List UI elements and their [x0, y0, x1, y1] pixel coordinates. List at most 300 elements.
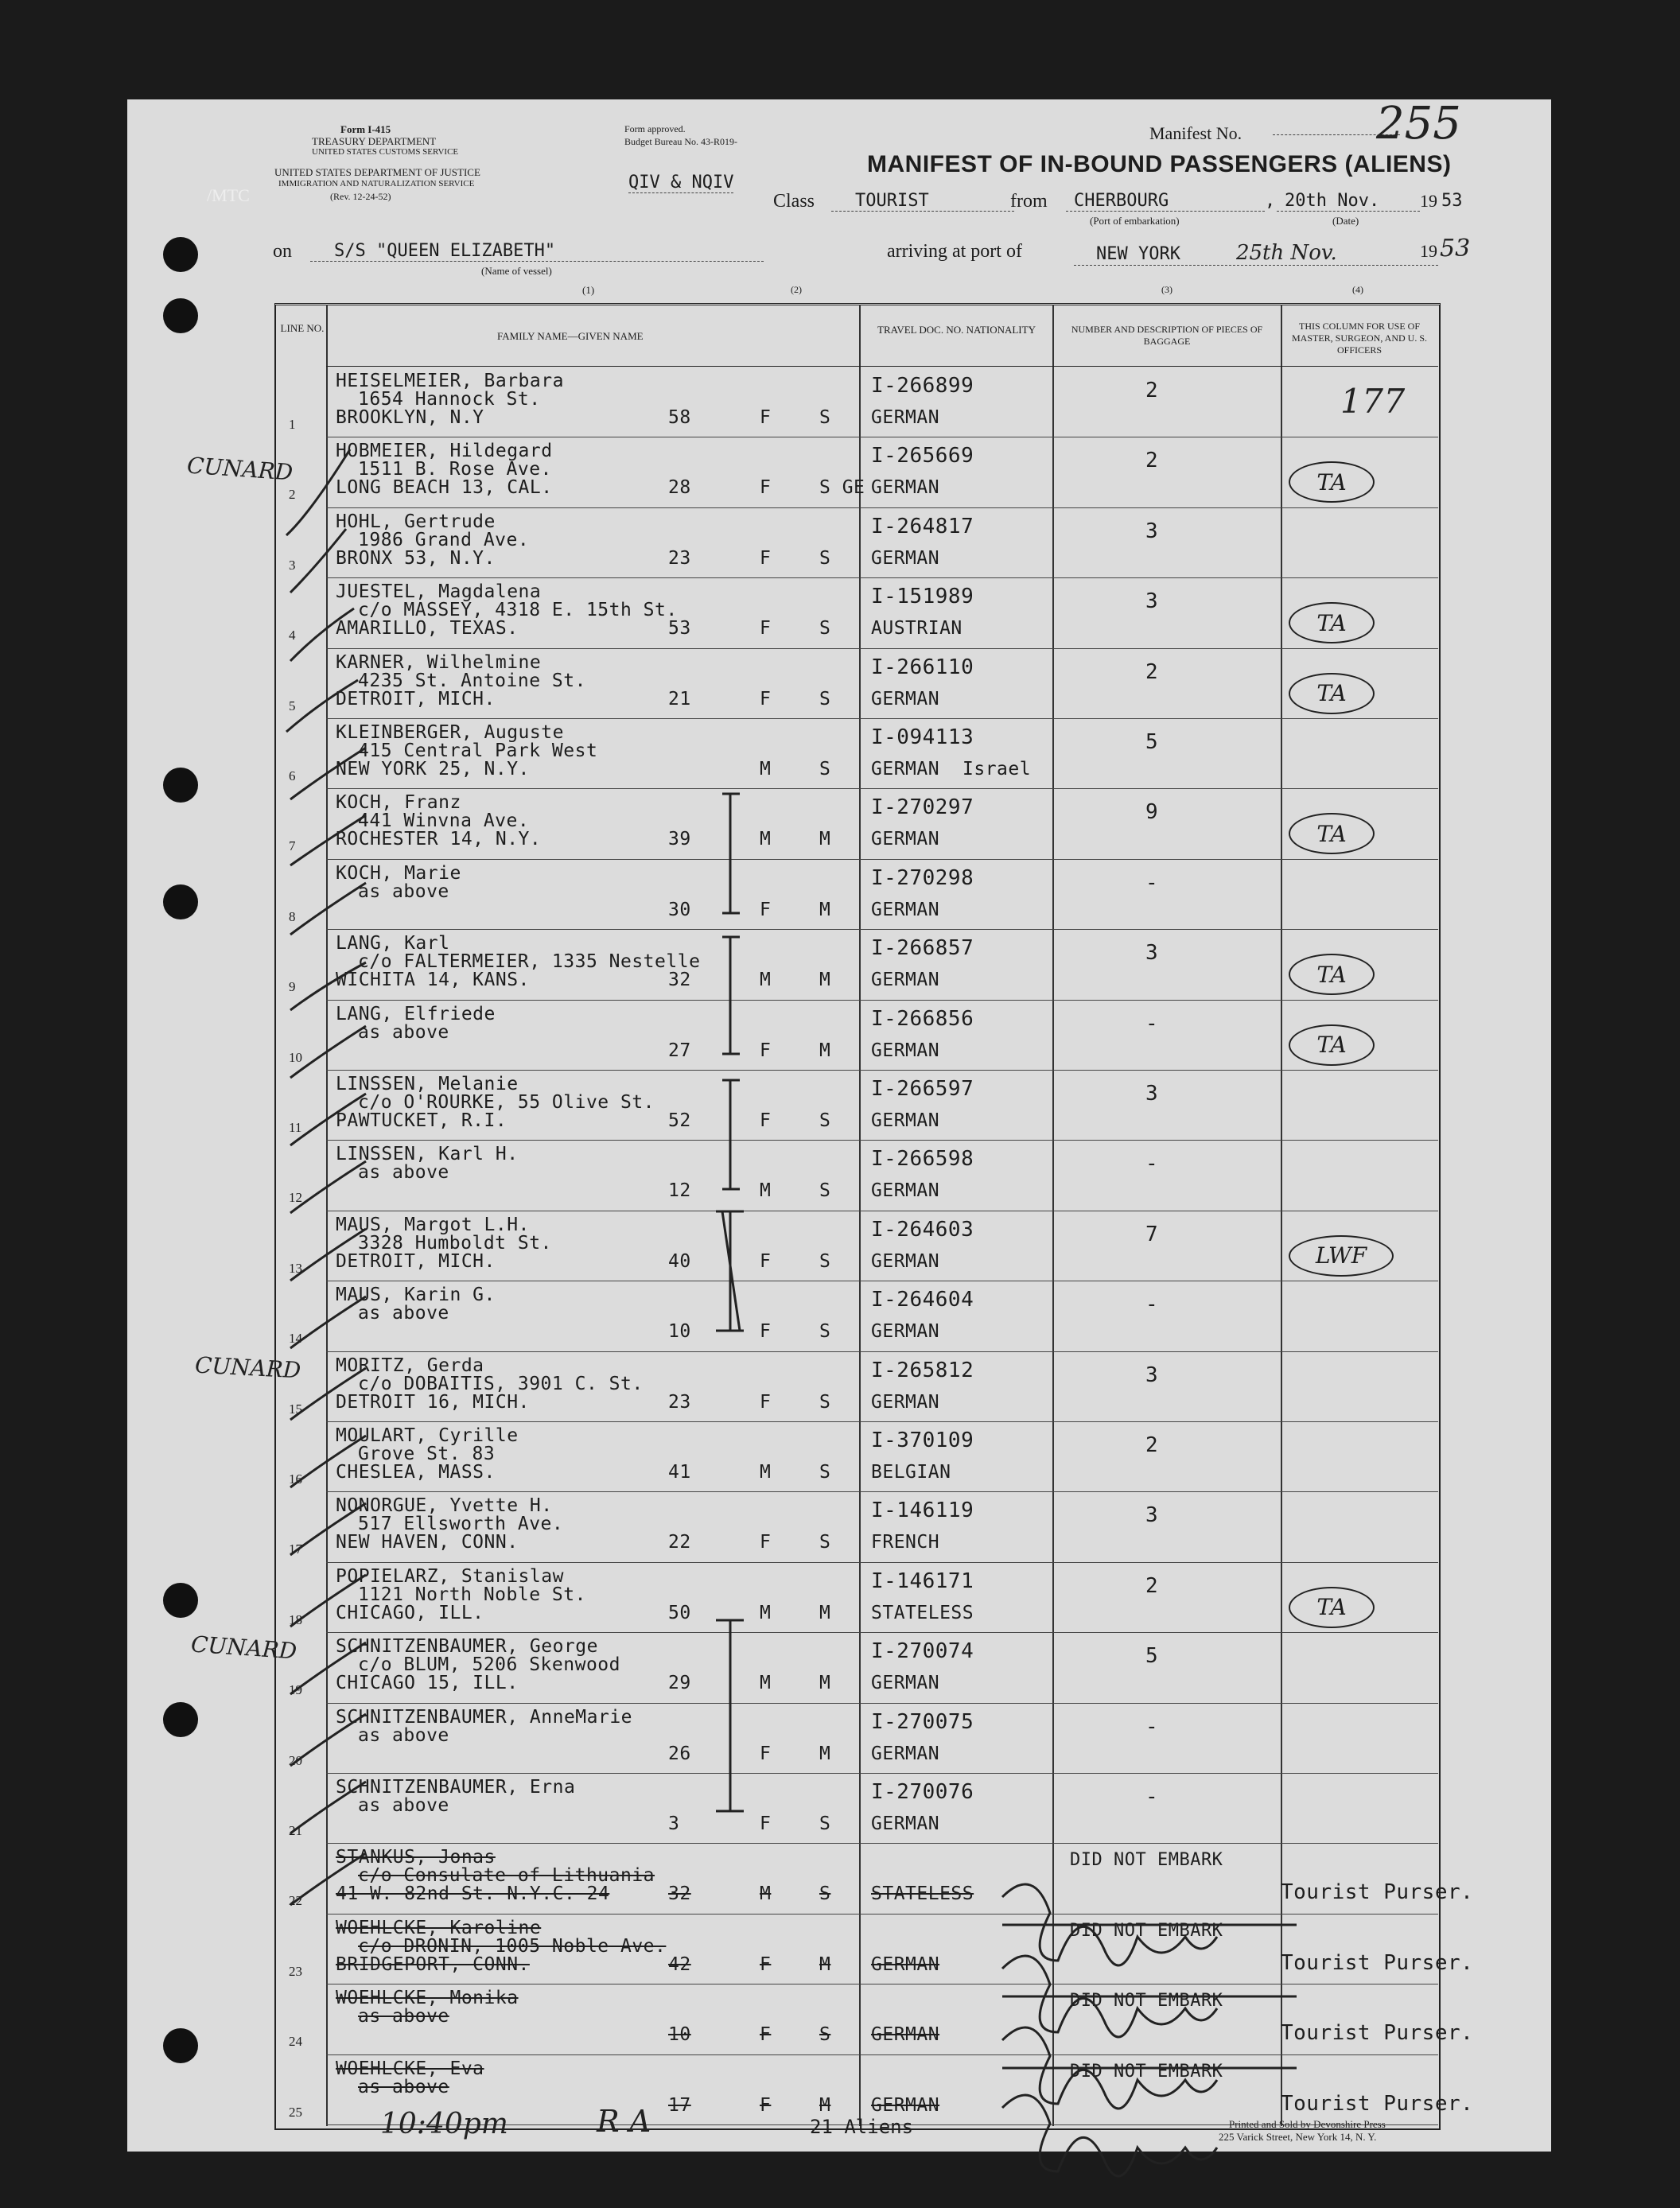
marital-status: S GE: [819, 477, 865, 499]
passenger-address: c/o O'ROURKE, 55 Olive St.: [358, 1092, 655, 1113]
on-label: on: [273, 241, 292, 262]
marital-status: M: [819, 1953, 831, 1975]
passenger-sex: F: [760, 1532, 772, 1553]
passenger-sex: M: [760, 759, 772, 779]
col-num-4: (4): [1352, 284, 1363, 295]
nationality: GERMAN: [871, 1180, 940, 1202]
passenger-city: LONG BEACH 13, CAL.: [336, 477, 553, 499]
passenger-sex: M: [760, 1462, 772, 1483]
passenger-name: HOHL, Gertrude: [336, 511, 496, 532]
departure-date: 20th Nov.: [1277, 191, 1420, 212]
passenger-sex: F: [760, 1110, 772, 1131]
passenger-city: CHICAGO, ILL.: [336, 1602, 484, 1623]
passenger-age: 12: [668, 1180, 691, 1202]
travel-doc-no: I-270075: [871, 1709, 974, 1734]
form-number: Form I-415: [340, 123, 391, 135]
embark-status: DID NOT EMBARK: [1070, 1920, 1223, 1941]
passenger-age: 58: [668, 407, 691, 428]
passenger-name: WOEHLCKE, Monika: [336, 1988, 519, 2009]
line-number: 5: [289, 698, 296, 713]
margin-note-cunard: CUNARD: [190, 1631, 298, 1665]
passenger-address: 1654 Hannock St.: [358, 389, 541, 410]
passenger-address: 1511 B. Rose Ave.: [358, 459, 552, 480]
nationality: GERMAN: [871, 970, 940, 991]
treasury-dept: TREASURY DEPARTMENT: [312, 135, 437, 147]
marital-status: S: [819, 407, 831, 428]
line-number: 18: [289, 1611, 302, 1627]
marital-status: M: [819, 1040, 831, 1061]
marital-status: S: [819, 1462, 831, 1483]
line-number: 25: [289, 2104, 302, 2120]
passenger-sex: M: [760, 1180, 772, 1202]
nationality: GERMAN: [871, 688, 940, 709]
line-number: 21: [289, 1823, 302, 1838]
passenger-city: PAWTUCKET, R.I.: [336, 1110, 508, 1131]
passenger-city: ROCHESTER 14, N.Y.: [336, 829, 542, 850]
passenger-sex: F: [760, 899, 772, 920]
line-number: 13: [289, 1260, 302, 1276]
passenger-name: MAUS, Karin G.: [336, 1285, 496, 1306]
passenger-age: 42: [668, 1953, 691, 1975]
nationality: GERMAN: [871, 1953, 940, 1975]
marital-status: M: [819, 829, 831, 850]
arrival-year-prefix: 19: [1420, 241, 1437, 261]
official-note-circled: TA: [1289, 954, 1375, 995]
passenger-address: as above: [358, 2006, 449, 2027]
binder-hole: [163, 1583, 198, 1618]
official-note-circled: TA: [1289, 813, 1375, 854]
passenger-city: CHESLEA, MASS.: [336, 1462, 496, 1483]
passenger-city: BROOKLYN, N.Y: [336, 407, 484, 428]
passenger-name: SCHNITZENBAUMER, AnneMarie: [336, 1706, 633, 1728]
line-number: 20: [289, 1752, 302, 1768]
line-number: 11: [289, 1120, 302, 1135]
line-number: 22: [289, 1893, 302, 1909]
travel-doc-no: I-264817: [871, 514, 974, 538]
line-number: 3: [289, 557, 296, 573]
passenger-address: c/o Consulate of Lithuania: [358, 1865, 655, 1887]
passenger-address: 4235 St. Antoine St.: [358, 670, 586, 691]
passenger-name: WOEHLCKE, Karoline: [336, 1917, 542, 1938]
nationality: STATELESS: [871, 1602, 974, 1623]
passenger-age: 10: [668, 2024, 691, 2046]
manifest-sheet: Form I-415 TREASURY DEPARTMENT UNITED STATES CUSTOMS SERVICE UNITED STATES DEPARTMENT OF JUSTICE IMMIGRATION AND NATURALIZATION SERVICE (Rev. 12-24-52) Form approved. Budget Bureau No. 43-R019- QIV & NQIV MANIFEST OF IN-BOUND PASSENGERS (ALIENS) Manifest No. 255 /MTC Class TOURIST from CHERBOURG (Port of embarkation) , 20th Nov. (Date) 19 53 on S/S "QUEEN ELIZABETH" (Name of vessel) (1) arriving at port of NEW YORK 25th Nov. 19 53 LINE NO. FAMILY NAME—GIVEN NAME TRAVEL DOC. NO. NATIONALITY (2) NUMBER AND DESCRIPTION OF PIECES OF BAGGAGE (3) THIS COLUMN FOR USE OF MASTER, SURGEON, AND U. S. OFFICERS (4) 1 HEISELMEIER, Barbara 1654 Hannock St. BROOKLYN, N.Y 58 F S I-266899 GERMAN 2 177 2 HOBMEIER, Hildegard 1511 B. Rose Ave. LONG BEACH 13, CAL. 28 F S GE I-265669 GERMAN 2 TA 3 HOHL, Gertrude 1986 Grand Ave. BRONX 53, N.Y. 23 F S I-264817 GERMAN 3 4 JUESTEL, Magdalena c/o MASSEY, 4318 E. 15th St. AMARILLO, TEXAS. 53 F S I-151989 AUSTRIAN 3 TA 5 KARNER, Wilhelmine 4235 St. Antoine St. DETROIT, MICH. 21 F S I-266110 GERMAN 2 TA 6 KLEINBERGER, Auguste 415 Central Park West NEW YORK 25, N.Y. M S I-094113 GERMAN Israel 5 7 KOCH, Franz 441 Winvna Ave. ROCHESTER 14, N.Y. 39 M M I-270297 GERMAN 9 TA 8 KOCH, Marie as above 30 F M I-270298 GERMAN - 9 LANG, Karl c/o FALTERMEIER, 1335 Nestelle WICHITA 14, KANS. 32 M M I-266857 GERMAN 3 TA 10 LANG, Elfriede as above 27 F M I-266856 GERMAN - TA 11 LINSSEN, Melanie c/o O'ROURKE, 55 Olive St. PAWTUCKET, R.I. 52 F S I-266597 GERMAN 3 12 LINSSEN, Karl H. as above 12 M S I-266598 GERMAN - 13 MAUS, Margot L.H. 3328 Humboldt St. DETROIT, MICH. 40 F S I-264603 GERMAN 7 LWF 14 MAUS, Karin G. as above 10 F S I-264604 GERMAN - 15 MORITZ, Gerda c/o DOBAITIS, 3901 C. St. DETROIT 16, MICH. 23 F S I-265812 GERMAN 3 16 MOULART, Cyrille Grove St. 83 CHESLEA, MASS. 41 M S I-370109 BELGIAN 2 17 NONORGUE, Yvette H. 517 Ellsworth Ave. NEW HAVEN, CONN. 22 F S I-146119 FRENCH 3 18 POPIELARZ, Stanislaw 1121 North Noble St. CHICAGO, ILL. 50 M M I-146171 STATELESS 2 TA 19 SCHNITZENBAUMER, George c/o BLUM, 5206 Skenwood CHICAGO 15, ILL. 29 M M I-270074 GERMAN 5 20 SCHNITZENBAUMER, AnneMarie as above 26 F M I-270075 GERMAN - 21 SCHNITZENBAUMER, Erna as above 3 F S I-270076 GERMAN - 22 STANKUS, Jonas c/o Consulate of Lithuania 41 W. 82nd St. N.Y.C. 24 32 M S STATELESS DID NOT EMBARK Tourist Purser. 23 WOEHLCKE, Karoline c/o DRONIN, 1005 Noble Ave. BRIDGEPORT, CONN. 42 F M GERMAN DID NOT EMBARK Tourist Purser. 24 WOEHLCKE, Monika as above 10 F S GERMAN DID NOT EMBARK Tourist Purser. 25 WOEHLCKE, Eva as above 17 F M GERMAN DID NOT EMBARK Tourist Purser. CUNARD CUNARD CUNARD 10:40pm R A 21 Aliens Printed and Sold by Devonshire Press 225 Varick Street, New York 14, N. Y.: [127, 99, 1551, 2152]
passenger-age: 17: [668, 2094, 691, 2116]
passenger-age: 10: [668, 1321, 691, 1343]
binder-hole: [163, 237, 198, 272]
binder-hole: [163, 884, 198, 919]
passenger-sex: M: [760, 1602, 772, 1623]
passenger-sex: F: [760, 2024, 772, 2046]
travel-doc-no: I-270298: [871, 865, 974, 890]
passenger-city: BRONX 53, N.Y.: [336, 547, 496, 569]
margin-note-cunard: CUNARD: [186, 452, 294, 486]
passenger-address: c/o DRONIN, 1005 Noble Ave.: [358, 1935, 667, 1957]
nationality: GERMAN: [871, 1110, 940, 1131]
embark-status: DID NOT EMBARK: [1070, 1991, 1223, 2012]
passenger-age: 40: [668, 1250, 691, 1272]
baggage-count: 3: [1145, 589, 1159, 614]
margin-note-cunard: CUNARD: [194, 1351, 302, 1384]
baggage-count: 3: [1145, 1082, 1159, 1106]
travel-doc-no: I-265669: [871, 444, 974, 468]
passenger-name: WOEHLCKE, Eva: [336, 2058, 484, 2079]
form-approved: Form approved.: [624, 123, 686, 134]
passenger-age: 52: [668, 1110, 691, 1131]
embark-status: DID NOT EMBARK: [1070, 1850, 1223, 1871]
passenger-sex: F: [760, 1953, 772, 1975]
travel-doc-no: I-266597: [871, 1077, 974, 1101]
passenger-age: 32: [668, 1883, 691, 1905]
line-number: 23: [289, 1963, 302, 1979]
travel-doc-no: I-370109: [871, 1429, 974, 1452]
vessel-note: (Name of vessel): [481, 265, 552, 277]
line-number: 8: [289, 908, 296, 924]
official-note-circled: TA: [1289, 1587, 1375, 1628]
passenger-age: 41: [668, 1462, 691, 1483]
purser-note: Tourist Purser.: [1281, 1950, 1474, 1975]
passenger-city: BRIDGEPORT, CONN.: [336, 1953, 530, 1975]
passenger-city: DETROIT, MICH.: [336, 688, 496, 709]
passenger-sex: F: [760, 477, 772, 499]
baggage-count: 2: [1145, 1573, 1159, 1598]
passenger-age: 28: [668, 477, 691, 499]
travel-doc-no: I-270076: [871, 1780, 974, 1804]
passenger-name: SCHNITZENBAUMER, Erna: [336, 1777, 576, 1798]
passenger-address: as above: [358, 1162, 449, 1184]
col-name: FAMILY NAME—GIVEN NAME: [497, 330, 644, 342]
line-number: 19: [289, 1682, 302, 1698]
family-bracket: [722, 794, 740, 913]
passenger-sex: F: [760, 547, 772, 569]
line-number: 12: [289, 1190, 302, 1206]
col-baggage: NUMBER AND DESCRIPTION OF PIECES OF BAGGAGE: [1071, 324, 1263, 347]
travel-doc-no: I-270297: [871, 795, 974, 820]
official-note-circled: LWF: [1289, 1235, 1394, 1277]
departure-year: 53: [1441, 191, 1463, 211]
marital-status: M: [819, 1602, 831, 1623]
passenger-name: KOCH, Franz: [336, 792, 461, 814]
passenger-address: 441 Winvna Ave.: [358, 811, 530, 832]
passenger-city: NEW YORK 25, N.Y.: [336, 759, 530, 779]
travel-doc-no: I-146171: [871, 1569, 974, 1593]
baggage-count: -: [1145, 1152, 1159, 1176]
departure-year-prefix: 19: [1420, 191, 1437, 211]
passenger-city: DETROIT, MICH.: [336, 1250, 496, 1272]
class-label: Class: [773, 191, 815, 212]
travel-doc-no: I-264603: [871, 1217, 974, 1242]
nationality: GERMAN: [871, 2024, 940, 2046]
purser-note: Tourist Purser.: [1281, 2091, 1474, 2116]
line-number: 2: [289, 487, 296, 503]
col-official-use: THIS COLUMN FOR USE OF MASTER, SURGEON, AND U. S. OFFICERS: [1291, 321, 1428, 356]
marital-status: M: [819, 899, 831, 920]
binder-hole: [163, 2028, 198, 2063]
passenger-age: 27: [668, 1040, 691, 1061]
passenger-sex: F: [760, 1040, 772, 1061]
passenger-age: 30: [668, 899, 691, 920]
passenger-sex: F: [760, 1743, 772, 1764]
travel-doc-no: I-146119: [871, 1499, 974, 1523]
passenger-sex: F: [760, 407, 772, 428]
vessel-name: S/S "QUEEN ELIZABETH": [310, 241, 764, 262]
baggage-count: 5: [1145, 1644, 1159, 1669]
passenger-age: 39: [668, 829, 691, 850]
passenger-name: JUESTEL, Magdalena: [336, 581, 542, 603]
passenger-age: 22: [668, 1532, 691, 1553]
official-note-circled: TA: [1289, 602, 1375, 643]
passenger-city: CHICAGO 15, ILL.: [336, 1673, 519, 1694]
col-num-3: (3): [1161, 284, 1172, 295]
family-bracket: [722, 937, 740, 1054]
nationality: BELGIAN: [871, 1462, 951, 1483]
passenger-address: c/o DOBAITIS, 3901 C. St.: [358, 1373, 644, 1394]
passenger-city: WICHITA 14, KANS.: [336, 970, 530, 991]
purser-note: Tourist Purser.: [1281, 1880, 1474, 1905]
marital-status: S: [819, 688, 831, 709]
passenger-city: 41 W. 82nd St. N.Y.C. 24: [336, 1883, 610, 1905]
line-number: 1: [289, 417, 296, 432]
printer-line-2: 225 Varick Street, New York 14, N. Y.: [1219, 2131, 1377, 2143]
travel-doc-no: I-266598: [871, 1147, 974, 1172]
family-bracket: [722, 1211, 740, 1331]
official-note-circled: TA: [1289, 1024, 1375, 1066]
marital-status: S: [819, 1250, 831, 1272]
baggage-count: 2: [1145, 449, 1159, 473]
col-travel-doc: TRAVEL DOC. NO. NATIONALITY: [877, 324, 1036, 336]
baggage-count: 7: [1145, 1222, 1159, 1246]
nationality-amended: Israel: [962, 759, 1032, 779]
customs-service: UNITED STATES CUSTOMS SERVICE: [312, 147, 459, 157]
passenger-name: KLEINBERGER, Auguste: [336, 722, 564, 743]
marital-status: S: [819, 547, 831, 569]
footer-time: 10:40pm: [380, 2108, 508, 2140]
line-number: 9: [289, 979, 296, 995]
nationality: GERMAN: [871, 1813, 940, 1834]
arrival-year: 53: [1440, 235, 1471, 262]
nationality: GERMAN: [871, 829, 940, 850]
passenger-city: NEW HAVEN, CONN.: [336, 1532, 519, 1553]
passenger-name: LINSSEN, Karl H.: [336, 1144, 519, 1165]
line-number: 15: [289, 1401, 302, 1417]
passenger-age: 32: [668, 970, 691, 991]
line-number: 14: [289, 1331, 302, 1347]
baggage-count: 2: [1145, 1433, 1159, 1457]
nationality: GERMAN: [871, 477, 940, 499]
alien-total: 21 Aliens: [810, 2116, 914, 2138]
passenger-name: HOBMEIER, Hildegard: [336, 441, 553, 462]
passenger-address: as above: [358, 2076, 449, 2097]
baggage-count: 3: [1145, 941, 1159, 966]
official-note-circled: TA: [1289, 673, 1375, 714]
baggage-count: 3: [1145, 1363, 1159, 1387]
binder-hole: [163, 298, 198, 333]
passenger-address: Grove St. 83: [358, 1444, 496, 1464]
passenger-sex: F: [760, 618, 772, 639]
passenger-name: SCHNITZENBAUMER, George: [336, 1636, 598, 1658]
passenger-age: 50: [668, 1602, 691, 1623]
nationality: GERMAN: [871, 1391, 940, 1413]
baggage-count: 2: [1145, 659, 1159, 684]
nationality: GERMAN: [871, 407, 940, 428]
marital-status: S: [819, 1883, 831, 1905]
baggage-count: -: [1145, 1011, 1159, 1036]
arrival-date: 25th Nov.: [1235, 241, 1337, 265]
passenger-address: 1986 Grand Ave.: [358, 529, 530, 550]
passenger-address: as above: [358, 880, 449, 902]
port-note: (Port of embarkation): [1090, 215, 1180, 227]
passenger-name: MORITZ, Gerda: [336, 1355, 484, 1376]
nationality: STATELESS: [871, 1883, 974, 1905]
official-note: 177: [1340, 382, 1406, 421]
manifest-number: 255: [1376, 98, 1461, 150]
passenger-name: NONORGUE, Yvette H.: [336, 1495, 553, 1517]
printer-line-1: Printed and Sold by Devonshire Press: [1229, 2118, 1386, 2130]
passenger-name: MAUS, Margot L.H.: [336, 1214, 530, 1235]
travel-doc-no: I-266899: [871, 374, 974, 398]
travel-doc-no: I-265812: [871, 1358, 974, 1382]
handwritten-marks: [127, 99, 1551, 2152]
passenger-sex: F: [760, 2094, 772, 2116]
budget-bureau: Budget Bureau No. 43-R019-: [624, 136, 737, 147]
check-mark: [286, 449, 350, 535]
passenger-age: 53: [668, 618, 691, 639]
col-num-1: (1): [582, 284, 595, 296]
passenger-sex: F: [760, 1250, 772, 1272]
marital-status: S: [819, 1391, 831, 1413]
travel-doc-no: I-266857: [871, 936, 974, 961]
nationality: GERMAN: [871, 1321, 940, 1343]
passenger-name: MOULART, Cyrille: [336, 1425, 519, 1446]
baggage-count: 3: [1145, 1503, 1159, 1528]
col-num-2: (2): [791, 284, 802, 295]
passenger-sex: M: [760, 829, 772, 850]
quota-type: QIV & NQIV: [628, 173, 734, 192]
passenger-age: 23: [668, 547, 691, 569]
baggage-count: -: [1145, 1785, 1159, 1809]
passenger-address: as above: [358, 1795, 449, 1816]
passenger-city: AMARILLO, TEXAS.: [336, 618, 519, 639]
passenger-sex: M: [760, 1883, 772, 1905]
baggage-count: 9: [1145, 800, 1159, 825]
passenger-address: 3328 Humboldt St.: [358, 1232, 552, 1254]
baggage-count: 2: [1145, 379, 1159, 402]
footer-initials: R A: [597, 2104, 651, 2139]
class-value: TOURIST: [831, 191, 1014, 212]
passenger-name: KOCH, Marie: [336, 862, 461, 884]
nationality: GERMAN: [871, 1250, 940, 1272]
marital-status: S: [819, 618, 831, 639]
passenger-sex: M: [760, 1673, 772, 1694]
marital-status: S: [819, 1180, 831, 1202]
passenger-sex: F: [760, 1391, 772, 1413]
passenger-age: 21: [668, 688, 691, 709]
baggage-count: -: [1145, 1293, 1159, 1317]
marital-status: M: [819, 970, 831, 991]
date-note: (Date): [1332, 215, 1359, 227]
passenger-age: 3: [668, 1813, 680, 1834]
revision: (Rev. 12-24-52): [330, 191, 391, 202]
nationality: GERMAN: [871, 2094, 940, 2116]
marital-status: M: [819, 1743, 831, 1764]
passenger-address: as above: [358, 1303, 449, 1324]
passenger-name: LANG, Elfriede: [336, 1003, 496, 1024]
passenger-address: 1121 North Noble St.: [358, 1584, 586, 1605]
col-line-no: LINE NO.: [280, 322, 325, 334]
family-bracket: [716, 1620, 744, 1811]
passenger-name: LINSSEN, Melanie: [336, 1074, 519, 1094]
marital-status: S: [819, 2024, 831, 2046]
travel-doc-no: I-266110: [871, 655, 974, 679]
passenger-address: as above: [358, 1021, 449, 1043]
travel-doc-no: I-266856: [871, 1006, 974, 1031]
line-number: 24: [289, 2034, 302, 2050]
passenger-name: STANKUS, Jonas: [336, 1847, 496, 1868]
passenger-age: 26: [668, 1743, 691, 1764]
binder-hole: [163, 768, 198, 803]
line-number: 7: [289, 838, 296, 854]
passenger-address: 415 Central Park West: [358, 741, 598, 761]
travel-doc-no: I-094113: [871, 725, 974, 749]
mtc-mark: /MTC: [207, 185, 250, 205]
justice-dept: UNITED STATES DEPARTMENT OF JUSTICE: [274, 166, 480, 178]
passenger-name: HEISELMEIER, Barbara: [336, 371, 564, 391]
passenger-address: 517 Ellsworth Ave.: [358, 1514, 564, 1535]
nationality: GERMAN: [871, 899, 940, 920]
family-bracket: [722, 1080, 740, 1189]
nationality: GERMAN: [871, 759, 940, 779]
embark-status: DID NOT EMBARK: [1070, 2061, 1223, 2082]
passenger-address: as above: [358, 1724, 449, 1746]
baggage-count: -: [1145, 870, 1159, 895]
marital-status: M: [819, 2094, 831, 2116]
baggage-count: 5: [1145, 730, 1159, 754]
passenger-name: LANG, Karl: [336, 933, 450, 954]
port-of-embarkation: CHERBOURG: [1066, 191, 1265, 212]
travel-doc-no: I-264604: [871, 1288, 974, 1312]
ins-service: IMMIGRATION AND NATURALIZATION SERVICE: [278, 179, 475, 189]
travel-doc-no: I-270074: [871, 1639, 974, 1664]
official-note-circled: TA: [1289, 461, 1375, 503]
line-number: 10: [289, 1049, 302, 1065]
arriving-label: arriving at port of: [887, 241, 1022, 262]
nationality: GERMAN: [871, 1040, 940, 1061]
passenger-age: 23: [668, 1391, 691, 1413]
nationality: GERMAN: [871, 547, 940, 569]
passenger-name: POPIELARZ, Stanislaw: [336, 1565, 564, 1587]
marital-status: M: [819, 1673, 831, 1694]
marital-status: S: [819, 1321, 831, 1343]
nationality: AUSTRIAN: [871, 618, 962, 639]
baggage-count: 3: [1145, 519, 1159, 543]
nationality: GERMAN: [871, 1743, 940, 1764]
manifest-no-label: Manifest No.: [1149, 123, 1242, 143]
passenger-sex: F: [760, 1321, 772, 1343]
passenger-address: c/o MASSEY, 4318 E. 15th St.: [358, 600, 678, 621]
baggage-count: -: [1145, 1714, 1159, 1739]
marital-status: S: [819, 759, 831, 779]
line-number: 6: [289, 768, 296, 783]
passenger-name: KARNER, Wilhelmine: [336, 651, 542, 673]
nationality: GERMAN: [871, 1673, 940, 1694]
binder-hole: [163, 1702, 198, 1737]
manifest-title: MANIFEST OF IN-BOUND PASSENGERS (ALIENS): [867, 151, 1452, 177]
passenger-age: 29: [668, 1673, 691, 1694]
travel-doc-no: I-151989: [871, 585, 974, 609]
passenger-sex: F: [760, 688, 772, 709]
from-label: from: [1010, 191, 1048, 212]
passenger-sex: F: [760, 1813, 772, 1834]
